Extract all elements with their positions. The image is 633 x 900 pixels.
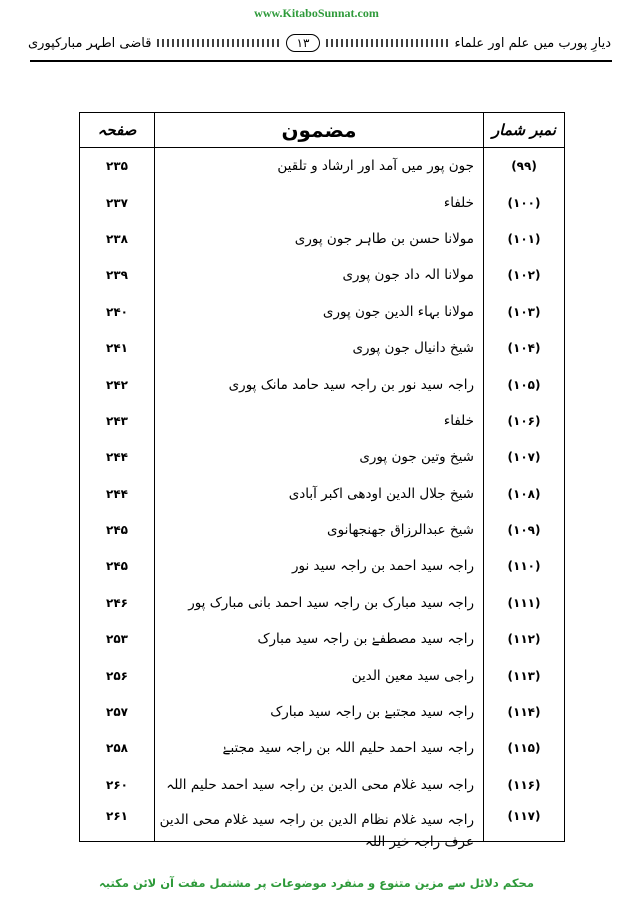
entry-page: ۲۳۵ — [106, 159, 128, 174]
entry-page: ۲۴۲ — [106, 377, 128, 392]
entry-title — [154, 264, 484, 286]
toc-row — [80, 221, 564, 257]
entry-number: (۱۰۷) — [507, 450, 541, 465]
entry-page: ۲۵۳ — [106, 632, 128, 647]
entry-title-line: جون پور میں آمد اور ارشاد و تلقین — [277, 158, 474, 175]
column-divider — [154, 148, 155, 842]
toc-row — [80, 184, 564, 220]
footer-tagline: محکم دلائل سے مزین متنوع و منفرد موضوعات پر مشتمل مفت آن لائن مکتبہ — [99, 876, 534, 890]
entry-title-line: راجہ سید نور بن راجہ سید حامد مانک پوری — [228, 376, 474, 393]
entry-number: (۱۰۵) — [507, 377, 541, 392]
entry-title — [154, 374, 484, 396]
entry-page: ۲۴۱ — [106, 341, 128, 356]
toc-row — [80, 621, 564, 657]
entry-number: (۱۱۵) — [507, 741, 541, 756]
entry-title — [154, 410, 484, 432]
entry-title — [154, 301, 484, 323]
entry-page: ۲۴۵ — [106, 559, 128, 574]
header-number: نمبر شمار — [492, 121, 556, 139]
entry-number: (۹۹) — [511, 159, 537, 174]
entry-page: ۲۳۷ — [106, 195, 128, 210]
entry-number: (۱۱۶) — [507, 777, 541, 792]
entry-number: (۱۱۲) — [507, 632, 541, 647]
entry-title-line: مولانا بہاء الدین جون پوری — [322, 303, 474, 320]
entry-page: ۲۳۹ — [106, 268, 128, 283]
entry-title — [154, 155, 484, 177]
toc-row — [80, 148, 564, 184]
entry-page: ۲۴۵ — [106, 523, 128, 538]
entry-page: ۲۳۸ — [106, 231, 128, 246]
entry-page: ۲۶۰ — [106, 777, 128, 792]
toc-row — [80, 366, 564, 402]
toc-row — [80, 694, 564, 730]
entry-title — [154, 809, 484, 853]
header-page: صفحہ — [97, 121, 137, 139]
toc-row — [80, 257, 564, 293]
page-number: ۱۳ — [286, 34, 321, 52]
entry-number: (۱۰۸) — [507, 486, 541, 501]
entry-number: (۱۰۴) — [507, 341, 541, 356]
entry-number: (۱۰۱) — [507, 231, 541, 246]
entry-title — [154, 701, 484, 723]
entry-title — [154, 555, 484, 577]
entry-number: (۱۰۰) — [507, 195, 541, 210]
entry-page: ۲۴۳ — [106, 413, 128, 428]
entry-title — [154, 628, 484, 650]
entry-title — [154, 337, 484, 359]
toc-row — [80, 730, 564, 766]
entry-title-line: مولانا الہ داد جون پوری — [342, 267, 474, 284]
header-title: مضمون — [154, 113, 484, 147]
entry-page: ۲۴۰ — [106, 304, 128, 319]
toc-row — [80, 803, 564, 857]
entry-number: (۱۱۰) — [507, 559, 541, 574]
entry-title-line: شیخ عبدالرزاق جھنجھانوی — [327, 522, 474, 539]
entry-number: (۱۱۴) — [507, 705, 541, 720]
entry-page: ۲۴۴ — [106, 486, 128, 501]
entry-title — [154, 774, 484, 796]
entry-title-line: راجہ سید احمد بن راجہ سید نور — [291, 558, 474, 575]
toc-row — [80, 548, 564, 584]
toc-header — [80, 113, 564, 148]
entry-title-line: مولانا حسن بن طاہر جون پوری — [294, 230, 474, 247]
entry-title — [154, 228, 484, 250]
entry-page: ۲۴۴ — [106, 450, 128, 465]
toc-row — [80, 512, 564, 548]
entry-number: (۱۱۳) — [507, 668, 541, 683]
entry-title-line: شیخ جلال الدین اودھی اکبر آبادی — [288, 485, 474, 502]
entry-title — [154, 483, 484, 505]
entry-title-line: راجہ سید مجتبےٰ بن راجہ سید مبارک — [270, 704, 474, 721]
toc-row — [80, 403, 564, 439]
entry-title — [154, 592, 484, 614]
toc-row — [80, 330, 564, 366]
column-divider — [483, 148, 484, 842]
entry-title-line: راجہ سید مبارک بن راجہ سید احمد بانی مبارک پور — [188, 594, 474, 611]
entry-page: ۲۶۱ — [106, 809, 128, 824]
book-title: دیارِ پورب میں علم اور علماء — [454, 35, 611, 51]
entry-title-line: راجہ سید مصطفےٰ بن راجہ سید مبارک — [257, 631, 474, 648]
entry-title — [154, 192, 484, 214]
ornament-rule — [157, 39, 279, 47]
entry-number: (۱۰۳) — [507, 304, 541, 319]
entry-title-line: راجہ سید غلام نظام الدین بن راجہ سید غلام محی الدین — [159, 812, 474, 829]
entry-number: (۱۱۱) — [507, 595, 541, 610]
entry-title-line: خلفاء — [443, 194, 474, 211]
entry-title — [154, 519, 484, 541]
entry-number: (۱۰۶) — [507, 413, 541, 428]
entry-number: (۱۱۷) — [507, 809, 541, 824]
table-of-contents — [79, 112, 565, 851]
entry-number: (۱۰۲) — [507, 268, 541, 283]
entry-page: ۲۴۶ — [106, 595, 128, 610]
toc-row — [80, 294, 564, 330]
entry-title-line: راجہ سید احمد حلیم اللہ بن راجہ سید مجتبےٰ — [222, 740, 474, 757]
toc-row — [80, 657, 564, 693]
entry-title-line: خلفاء — [443, 412, 474, 429]
ornament-rule — [326, 39, 448, 47]
toc-row — [80, 439, 564, 475]
toc-body — [80, 148, 564, 851]
author-name: قاضی اطہر مبارکپوری — [28, 35, 152, 51]
entry-title-line: شیخ دانیال جون پوری — [352, 340, 474, 357]
entry-title — [154, 665, 484, 687]
entry-page: ۲۵۸ — [106, 741, 128, 756]
entry-title — [154, 446, 484, 468]
entry-page: ۲۵۷ — [106, 705, 128, 720]
entry-title-line: شیخ وتین جون پوری — [359, 449, 474, 466]
toc-row — [80, 585, 564, 621]
toc-row — [80, 476, 564, 512]
entry-title-line: راجی سید معین الدین — [351, 667, 474, 684]
entry-title-line: راجہ سید غلام محی الدین بن راجہ سید احمد حلیم اللہ — [166, 776, 474, 793]
toc-row — [80, 767, 564, 803]
running-head — [28, 30, 611, 56]
entry-page: ۲۵۶ — [106, 668, 128, 683]
entry-title — [154, 737, 484, 759]
watermark-url: www.KitaboSunnat.com — [254, 6, 379, 20]
entry-title-line: عرف راجہ خیر اللہ — [364, 834, 474, 851]
header-divider — [30, 60, 612, 62]
entry-number: (۱۰۹) — [507, 523, 541, 538]
